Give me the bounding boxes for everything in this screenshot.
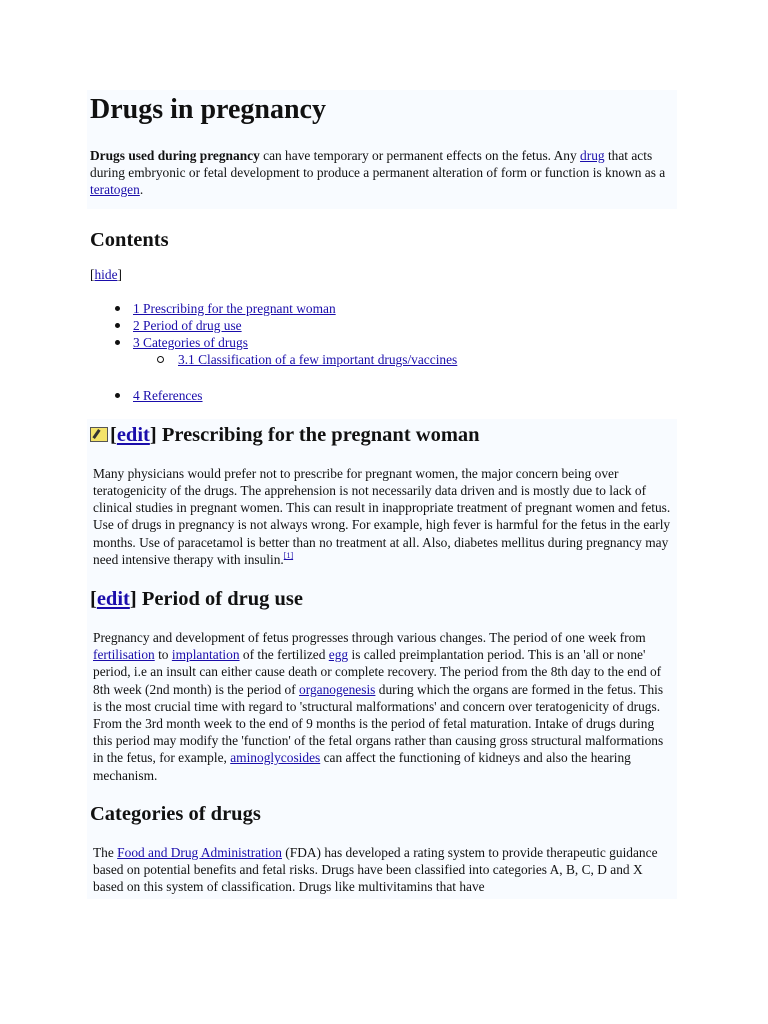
edit-link-prescribing[interactable]: edit — [116, 423, 150, 446]
page-title: Drugs in pregnancy — [90, 94, 326, 125]
section-categories — [87, 792, 677, 900]
hide-link[interactable]: hide — [94, 266, 118, 282]
reference-link-1[interactable]: [1] — [283, 550, 294, 560]
paragraph-text: during which the organs are formed in the fetus. This is the most crucial time with regard to 'structural malformations' and concern over teratogenicity of drugs. From the 3rd month week to the end of 9 months is the period of fetal maturation. Intake of drugs during this period may modify the 'function' of the fetal organs rather than causing gross structural malformations in the fetus, for example, — [93, 681, 664, 766]
toc-link-classification[interactable]: 3.1 Classification of a few important drugs/vaccines — [178, 352, 458, 368]
paragraph-prescribing — [90, 448, 674, 568]
paragraph-text: can affect the functioning of kidneys and also the hearing mechanism. — [93, 750, 631, 783]
toc-link-prescribing[interactable]: 1 Prescribing for the pregnant woman — [133, 300, 336, 316]
paragraph-text: is called preimplantation period. This is an 'all or none' period, i.e an insult can either cause death or complete recovery. The period from the 8th day to the end of 8th week (2nd month) is the period of — [93, 647, 662, 697]
link-aminoglycosides[interactable]: aminoglycosides — [230, 750, 321, 766]
edit-pencil-icon[interactable] — [90, 427, 108, 442]
link-organogenesis[interactable]: organogenesis — [299, 681, 376, 697]
section-prescribing — [87, 419, 677, 576]
intro-text: . — [139, 182, 144, 198]
toc-link-period[interactable]: 2 Period of drug use — [133, 318, 242, 333]
section-heading-period — [90, 586, 674, 612]
intro-paragraph — [87, 127, 677, 199]
toc-subitem — [87, 351, 677, 368]
bracket: [ — [110, 423, 117, 446]
paragraph-period — [90, 612, 674, 784]
paragraph-text: of the fertilized — [239, 647, 329, 663]
bracket: [ — [90, 266, 95, 282]
link-egg[interactable]: egg — [328, 647, 349, 663]
heading-text: Prescribing for the pregnant woman — [156, 423, 480, 446]
toc-item — [87, 300, 677, 317]
paragraph-text: to — [154, 647, 172, 663]
link-teratogen[interactable]: teratogen — [90, 182, 140, 198]
link-implantation[interactable]: implantation — [171, 647, 240, 663]
intro-bold-lead: Drugs used during pregnancy — [90, 148, 260, 163]
paragraph-text: Many physicians would prefer not to prescribe for pregnant women, the major concern being over teratogenicity of the drugs. The apprehension is not necessarily data driven and is mostly due to lack of clinical studies in pregnant women. This can result in inappropriate treatment of pregnant women and fetus. Use of drugs in pregnancy is not always wrong. For example, high fever is harmful for the fetus in the early months. Use of paracetamol is better than no treatment at all. Also, diabetes mellitus during pregnancy may need intensive therapy with insulin. — [93, 465, 671, 567]
paragraph-text: (FDA) has developed a rating system to provide therapeutic guidance based on potential benefits and fetal risks. Drugs have been classified into categories A, B, C, D and X based on this system of classification. Drugs like multivitamins that have — [93, 844, 658, 895]
intro-block — [87, 90, 677, 209]
toc-link-references[interactable]: 4 References — [133, 387, 203, 403]
bracket: ] — [129, 587, 137, 610]
paragraph-categories — [90, 827, 674, 896]
bracket: ] — [149, 423, 157, 446]
bracket: ] — [117, 266, 122, 282]
edit-link-period[interactable]: edit — [96, 587, 130, 610]
hide-toggle-line — [87, 253, 677, 283]
link-fda[interactable]: Food and Drug Administration — [117, 844, 282, 860]
toc-link-categories[interactable]: 3 Categories of drugs — [133, 335, 248, 351]
intro-text: can have temporary or permanent effects on the fetus. Any — [259, 148, 581, 163]
article — [87, 90, 677, 899]
section-period — [87, 576, 677, 792]
toc-item — [87, 387, 677, 404]
intro-text: that acts during embryonic or fetal development to produce a permanent alteration of form or function is known as a — [90, 148, 666, 181]
paragraph-text: Pregnancy and development of fetus progresses through various changes. The period of one week from — [93, 629, 646, 645]
toc-item — [87, 317, 677, 334]
link-drug[interactable]: drug — [580, 148, 605, 163]
heading-text: Period of drug use — [136, 587, 303, 610]
link-fertilisation[interactable]: fertilisation — [93, 647, 155, 663]
section-heading-prescribing — [90, 422, 674, 448]
toc-item — [87, 334, 677, 351]
paragraph-text: The — [93, 844, 118, 860]
contents-heading: Contents — [90, 228, 169, 251]
section-heading-categories: Categories of drugs — [90, 802, 261, 825]
toc-list — [87, 283, 677, 404]
bracket: [ — [90, 587, 97, 610]
contents-box — [87, 209, 677, 404]
